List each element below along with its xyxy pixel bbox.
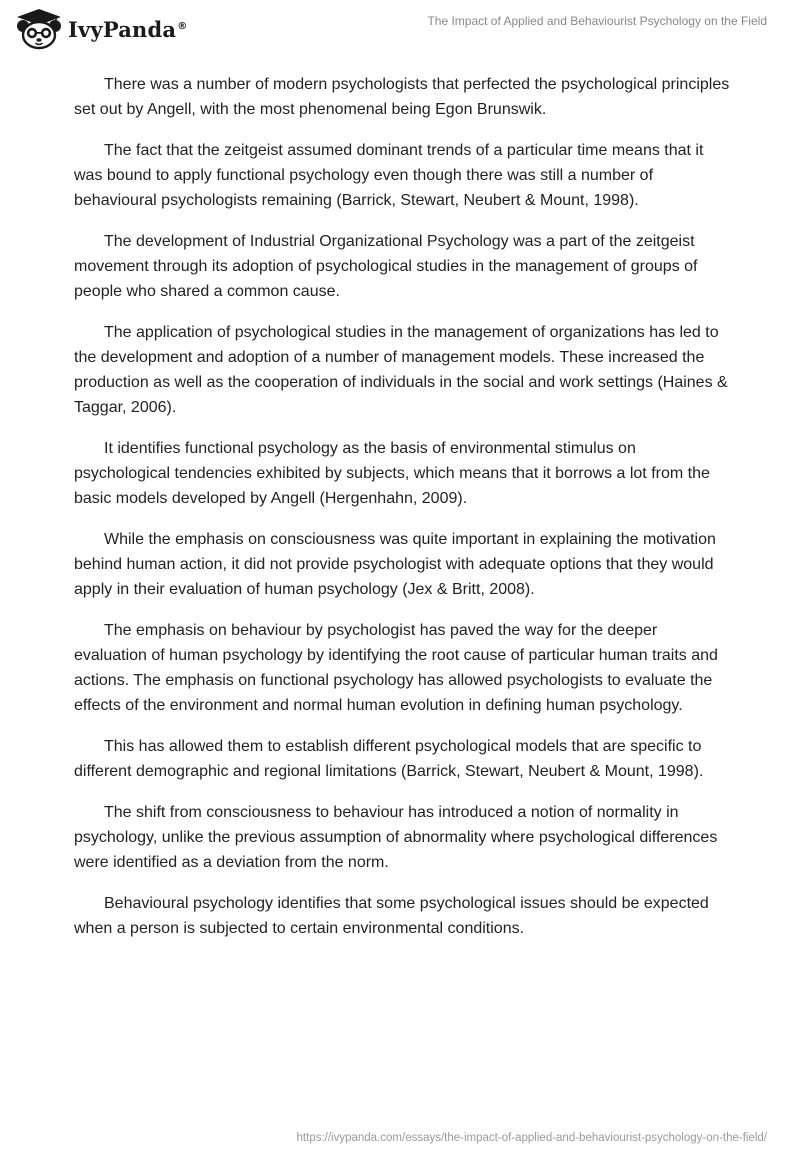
brand-logo[interactable] <box>14 8 187 50</box>
paragraph: The fact that the zeitgeist assumed dominant trends of a particular time means that it was bound to apply functional psychology even though there was still a number of behavioural psychologists remaining (Barrick, Stewart, Neubert & Mount, 1998). <box>74 142 704 209</box>
paragraph: Behavioural psychology identifies that some psychological issues should be expected when a person is subjected to certain environmental conditions. <box>74 895 709 937</box>
paragraph: The development of Industrial Organizational Psychology was a part of the zeitgeist movement through its adoption of psychological studies in the management of groups of people who shared a common cause. <box>74 233 698 300</box>
paragraph: This has allowed them to establish different psychological models that are specific to different demographic and regional limitations (Barrick, Stewart, Neubert & Mount, 1998). <box>74 738 704 780</box>
brand-name: IvyPanda® <box>68 16 188 42</box>
document-title: The Impact of Applied and Behaviourist Psychology on the Field <box>427 14 767 28</box>
paragraph: There was a number of modern psychologists that perfected the psychological principles set out by Angell, with the most phenomenal being Egon Brunswik. <box>74 76 730 118</box>
registered-mark: ® <box>177 20 188 32</box>
paragraph: It identifies functional psychology as the basis of environmental stimulus on psychological tendencies exhibited by subjects, which means that it borrows a lot from the basic models developed by Angell (Hergenhahn, 2009). <box>74 440 710 507</box>
paragraph: The application of psychological studies in the management of organizations has led to the development and adoption of a number of management models. These increased the production as well as the cooperation of individuals in the social and work settings (Haines & Taggar, 2006). <box>74 324 728 416</box>
paragraph: While the emphasis on consciousness was quite important in explaining the motivation behind human action, it did not provide psychologist with adequate options that they would apply in their evaluation of human psychology (Jex & Britt, 2008). <box>74 531 716 598</box>
source-url-link[interactable]: https://ivypanda.com/essays/the-impact-of-applied-and-behaviourist-psychology-on-the-field/ <box>296 1132 767 1144</box>
paragraph: The emphasis on behaviour by psychologist has paved the way for the deeper evaluation of human psychology by identifying the root cause of particular human traits and actions. The emphasis on functional psychology has allowed psychologists to evaluate the effects of the environment and normal human evolution in defining human psychology. <box>74 622 718 714</box>
essay-body <box>74 72 730 957</box>
paragraph: The shift from consciousness to behaviour has introduced a notion of normality in psychology, unlike the previous assumption of abnormality where psychological differences were identified as a deviation from the norm. <box>74 804 718 871</box>
panda-logo-icon <box>14 8 64 50</box>
page-header <box>0 0 800 60</box>
